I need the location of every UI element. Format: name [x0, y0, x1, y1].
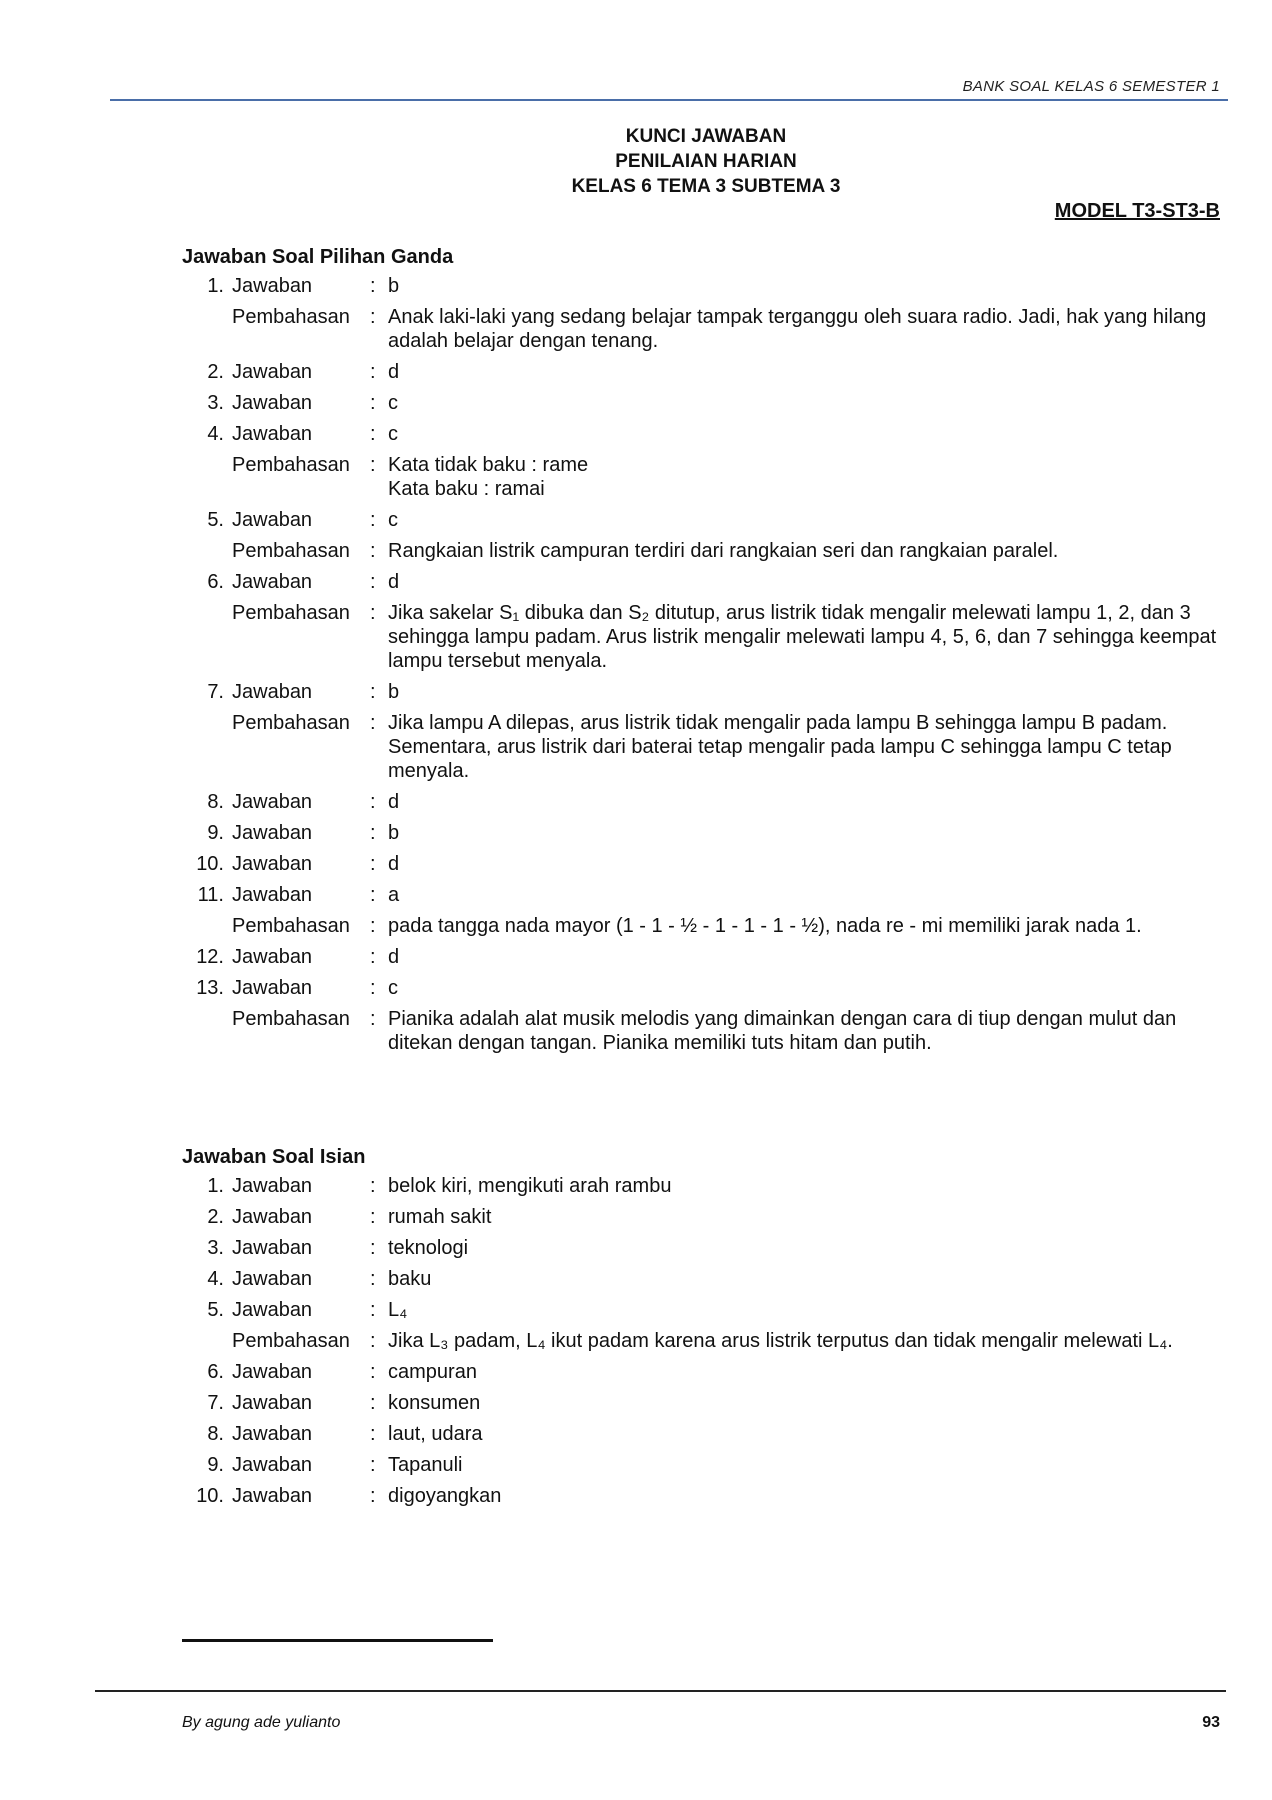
- answer-row: [182, 1453, 1222, 1477]
- row-number: 7.: [207, 681, 224, 703]
- row-number: 11.: [197, 884, 224, 906]
- row-number: 10.: [196, 1485, 224, 1507]
- footnote-rule: [182, 1639, 493, 1642]
- answer-row: [182, 391, 1222, 415]
- row-colon: :: [370, 509, 376, 531]
- explanation-row: [182, 601, 1222, 673]
- row-number: 4.: [207, 1268, 224, 1290]
- row-value: a: [388, 884, 400, 906]
- answer-row: [182, 883, 1222, 907]
- row-label: Jawaban: [232, 853, 313, 875]
- section-title: Jawaban Soal Pilihan Ganda: [182, 246, 454, 268]
- row-colon: :: [370, 1330, 376, 1352]
- row-number: 10.: [196, 853, 224, 875]
- answer-row: [182, 570, 1222, 594]
- explanation-row: [182, 539, 1222, 563]
- explanation-row: [182, 711, 1222, 783]
- row-label: Jawaban: [232, 1206, 313, 1228]
- row-number: 8.: [207, 791, 224, 813]
- row-value: Tapanuli: [388, 1454, 463, 1476]
- title-block: [0, 124, 1272, 199]
- section-isian: [182, 1146, 1222, 1515]
- row-value: belok kiri, mengikuti arah rambu: [388, 1175, 672, 1197]
- answer-row: [182, 1360, 1222, 1384]
- header-rule: [110, 99, 1228, 101]
- row-value: Pianika adalah alat musik melodis yang dimainkan dengan cara di tiup dengan mulut dan ditekan dengan tangan. Pianika memiliki tuts hitam dan putih.: [388, 1008, 1177, 1054]
- answer-row: [182, 790, 1222, 814]
- explanation-row: [182, 1329, 1222, 1353]
- row-number: [182, 1007, 232, 1055]
- footer-author: By agung ade yulianto: [182, 1714, 341, 1731]
- row-number: 6.: [207, 571, 224, 593]
- row-colon: :: [370, 822, 376, 844]
- row-number: 1.: [207, 275, 224, 297]
- row-colon: :: [370, 681, 376, 703]
- row-colon: :: [370, 454, 376, 476]
- row-label: Jawaban: [232, 681, 313, 703]
- row-value: rumah sakit: [388, 1206, 492, 1228]
- answer-row: [182, 1174, 1222, 1198]
- row-number: 2.: [207, 361, 224, 383]
- row-number: [182, 305, 232, 353]
- footer-rule: [95, 1690, 1226, 1692]
- answer-row: [182, 1391, 1222, 1415]
- row-number: 2.: [207, 1206, 224, 1228]
- row-number: 9.: [207, 1454, 224, 1476]
- row-label: Pembahasan: [232, 306, 350, 328]
- answer-row: [182, 821, 1222, 845]
- row-value: d: [388, 853, 400, 875]
- row-colon: :: [370, 275, 376, 297]
- row-label: Jawaban: [232, 822, 313, 844]
- row-value: konsumen: [388, 1392, 481, 1414]
- row-label: Pembahasan: [232, 602, 350, 624]
- row-number: 1.: [207, 1175, 224, 1197]
- row-number: [182, 1329, 232, 1353]
- row-colon: :: [370, 392, 376, 414]
- row-colon: :: [370, 1268, 376, 1290]
- row-colon: :: [370, 915, 376, 937]
- row-label: Jawaban: [232, 423, 313, 445]
- answer-list: [182, 1174, 1222, 1508]
- row-number: 8.: [207, 1423, 224, 1445]
- row-label: Pembahasan: [232, 712, 350, 734]
- row-number: 12.: [196, 946, 224, 968]
- answer-row: [182, 1205, 1222, 1229]
- row-colon: :: [370, 1485, 376, 1507]
- row-value: Jika L₃ padam, L₄ ikut padam karena arus listrik terputus dan tidak mengalir melewati L₄.: [388, 1330, 1173, 1352]
- row-number: 4.: [207, 423, 224, 445]
- row-label: Jawaban: [232, 884, 313, 906]
- answer-row: [182, 852, 1222, 876]
- row-colon: :: [370, 602, 376, 624]
- model-code: MODEL T3-ST3-B: [1054, 200, 1220, 222]
- row-number: 13.: [196, 977, 224, 999]
- row-colon: :: [370, 1206, 376, 1228]
- row-label: Jawaban: [232, 1392, 313, 1414]
- row-value: b: [388, 822, 400, 844]
- row-label: Jawaban: [232, 946, 313, 968]
- row-label: Jawaban: [232, 1299, 313, 1321]
- answer-row: [182, 274, 1222, 298]
- row-value: c: [388, 977, 398, 999]
- row-colon: :: [370, 1423, 376, 1445]
- row-colon: :: [370, 423, 376, 445]
- row-value: c: [388, 509, 398, 531]
- row-number: [182, 914, 232, 938]
- row-number: [182, 453, 232, 501]
- row-label: Jawaban: [232, 1485, 313, 1507]
- row-number: [182, 539, 232, 563]
- answer-row: [182, 1236, 1222, 1260]
- row-label: Pembahasan: [232, 540, 350, 562]
- row-number: [182, 711, 232, 783]
- row-label: Jawaban: [232, 392, 313, 414]
- row-number: 7.: [207, 1392, 224, 1414]
- row-colon: :: [370, 1392, 376, 1414]
- answer-row: [182, 1298, 1222, 1322]
- row-number: 3.: [207, 1237, 224, 1259]
- section-pilihan-ganda: [182, 246, 1222, 1062]
- row-value: Kata tidak baku : rame Kata baku : ramai: [388, 454, 589, 500]
- row-colon: :: [370, 1008, 376, 1030]
- row-colon: :: [370, 977, 376, 999]
- answer-row: [182, 1484, 1222, 1508]
- row-label: Pembahasan: [232, 454, 350, 476]
- row-value: d: [388, 361, 400, 383]
- row-label: Jawaban: [232, 509, 313, 531]
- title-line-2: PENILAIAN HARIAN: [615, 151, 797, 172]
- row-colon: :: [370, 540, 376, 562]
- row-colon: :: [370, 712, 376, 734]
- row-value: b: [388, 275, 400, 297]
- row-value: laut, udara: [388, 1423, 483, 1445]
- row-value: c: [388, 392, 398, 414]
- row-colon: :: [370, 853, 376, 875]
- row-label: Jawaban: [232, 977, 313, 999]
- title-line-3: KELAS 6 TEMA 3 SUBTEMA 3: [571, 176, 841, 197]
- row-label: Jawaban: [232, 1454, 313, 1476]
- row-value: d: [388, 791, 400, 813]
- row-number: 3.: [207, 392, 224, 414]
- title-line-1: KUNCI JAWABAN: [625, 126, 787, 147]
- row-value: c: [388, 423, 398, 445]
- row-colon: :: [370, 884, 376, 906]
- row-label: Jawaban: [232, 1361, 313, 1383]
- row-label: Jawaban: [232, 1175, 313, 1197]
- row-colon: :: [370, 1361, 376, 1383]
- row-number: 9.: [207, 822, 224, 844]
- answer-row: [182, 1267, 1222, 1291]
- row-colon: :: [370, 306, 376, 328]
- explanation-row: [182, 453, 1222, 501]
- row-value: Jika lampu A dilepas, arus listrik tidak mengalir pada lampu B sehingga lampu B padam. Sementara, arus listrik dari baterai tetap mengalir pada lampu C sehingga lampu C tetap menyala.: [388, 712, 1172, 782]
- answer-row: [182, 680, 1222, 704]
- row-label: Pembahasan: [232, 1330, 350, 1352]
- running-header: BANK SOAL KELAS 6 SEMESTER 1: [962, 78, 1220, 95]
- row-value: digoyangkan: [388, 1485, 502, 1507]
- row-label: Jawaban: [232, 1423, 313, 1445]
- answer-row: [182, 1422, 1222, 1446]
- row-label: Pembahasan: [232, 915, 350, 937]
- row-label: Jawaban: [232, 1268, 313, 1290]
- explanation-row: [182, 1007, 1222, 1055]
- row-value: Rangkaian listrik campuran terdiri dari rangkaian seri dan rangkaian paralel.: [388, 540, 1059, 562]
- row-value: pada tangga nada mayor (1 - 1 - ½ - 1 - 1 - 1 - ½), nada re - mi memiliki jarak nada 1.: [388, 915, 1142, 937]
- section-title: Jawaban Soal Isian: [182, 1146, 366, 1168]
- answer-list: [182, 274, 1222, 1055]
- row-value: campuran: [388, 1361, 477, 1383]
- answer-row: [182, 945, 1222, 969]
- answer-row: [182, 360, 1222, 384]
- row-colon: :: [370, 1237, 376, 1259]
- row-label: Jawaban: [232, 1237, 313, 1259]
- row-value: Jika sakelar S₁ dibuka dan S₂ ditutup, arus listrik tidak mengalir melewati lampu 1, 2, dan 3 sehingga lampu padam. Arus listrik mengalir melewati lampu 4, 5, 6, dan 7 sehingga keempat lampu tersebut menyala.: [388, 602, 1217, 672]
- row-value: Anak laki-laki yang sedang belajar tampak terganggu oleh suara radio. Jadi, hak yang hilang adalah belajar dengan tenang.: [388, 306, 1207, 352]
- row-label: Jawaban: [232, 275, 313, 297]
- row-value: L₄: [388, 1299, 408, 1321]
- row-value: d: [388, 946, 400, 968]
- row-colon: :: [370, 361, 376, 383]
- explanation-row: [182, 914, 1222, 938]
- row-number: 5.: [207, 1299, 224, 1321]
- row-colon: :: [370, 946, 376, 968]
- answer-row: [182, 976, 1222, 1000]
- answer-row: [182, 422, 1222, 446]
- row-colon: :: [370, 571, 376, 593]
- row-number: [182, 601, 232, 673]
- row-value: b: [388, 681, 400, 703]
- row-label: Pembahasan: [232, 1008, 350, 1030]
- answer-row: [182, 508, 1222, 532]
- row-value: baku: [388, 1268, 432, 1290]
- row-value: d: [388, 571, 400, 593]
- row-colon: :: [370, 1175, 376, 1197]
- explanation-row: [182, 305, 1222, 353]
- page-number: 93: [1202, 1714, 1220, 1731]
- row-colon: :: [370, 1299, 376, 1321]
- row-value: teknologi: [388, 1237, 469, 1259]
- row-label: Jawaban: [232, 571, 313, 593]
- row-label: Jawaban: [232, 361, 313, 383]
- row-colon: :: [370, 791, 376, 813]
- row-number: 6.: [207, 1361, 224, 1383]
- row-label: Jawaban: [232, 791, 313, 813]
- row-number: 5.: [207, 509, 224, 531]
- row-colon: :: [370, 1454, 376, 1476]
